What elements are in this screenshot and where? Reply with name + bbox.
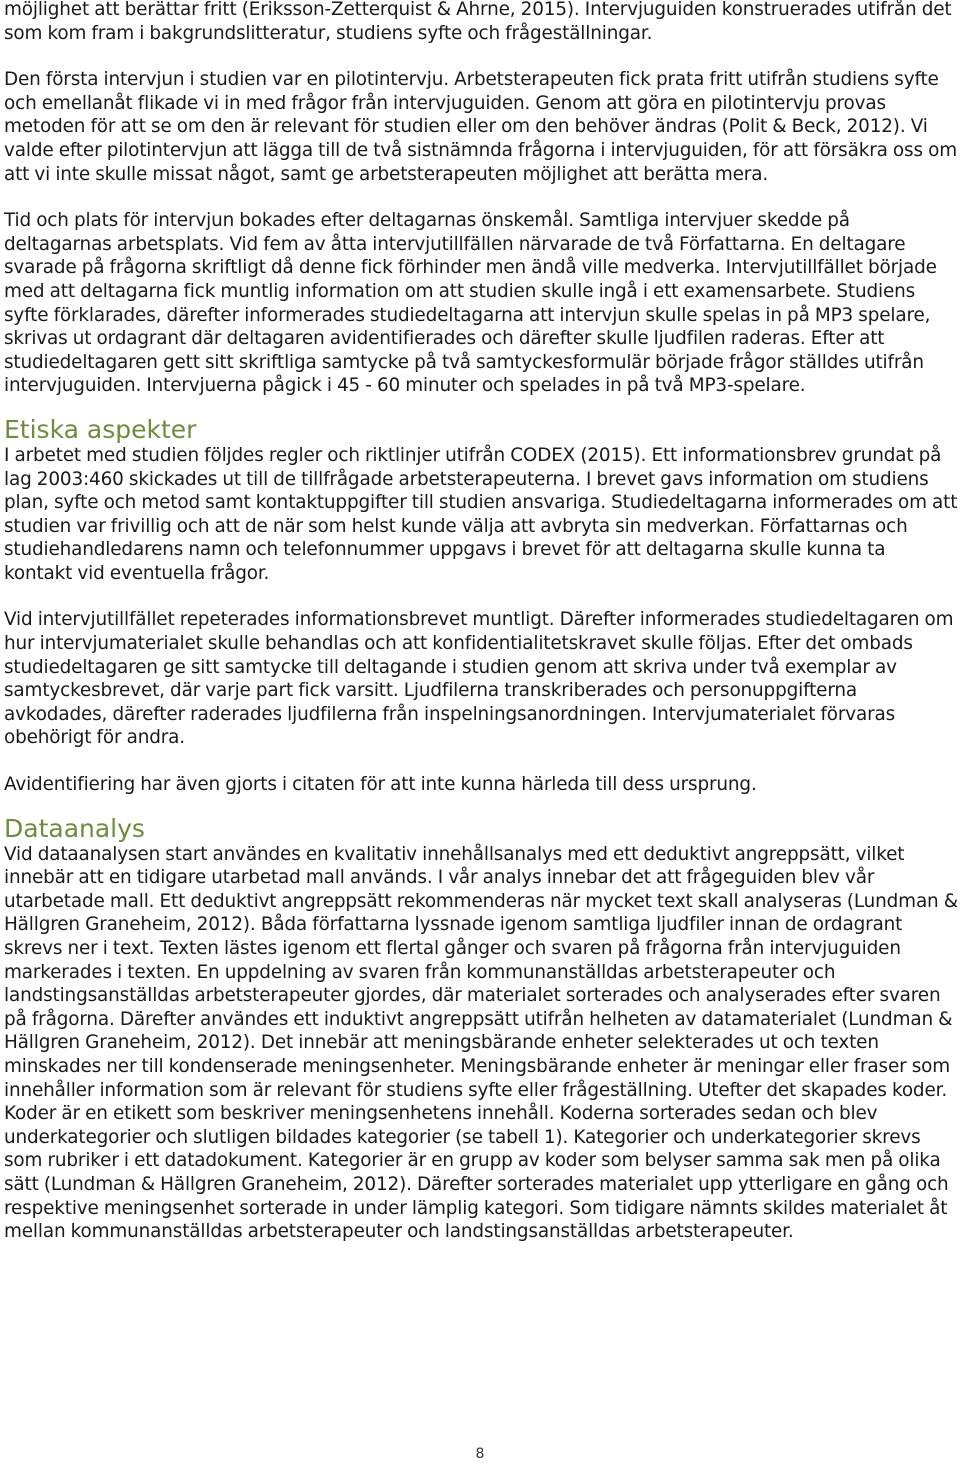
heading-dataanalys: Dataanalys bbox=[4, 813, 145, 843]
paragraph-data-analysis: Vid dataanalysen start användes en kvalitativ innehållsanalys med ett deduktivt angreppsätt, vilket innebär att en tidigare utarbetad mall används. I vår analys innebar det att frågeguiden blev vår utarbetade mall. Ett deduktivt angreppsätt rekommenderas när mycket text skall analyseras (Lundman & Hällgren Graneheim, 2012). Båda författarna lyssnade igenom samtliga ljudfiler innan de ordagrant skrevs ner i text. Texten lästes igenom ett flertal gånger och svaren på frågorna från intervjuguiden markerades i texten. En uppdelning av svaren från kommunanställdas arbetsterapeuter och landstingsanställdas arbetsterapeuter gjordes, där materialet sorterades och analyserades efter svaren på frågorna. Därefter användes ett induktivt angreppsätt utifrån helheten av datamaterialet (Lundman & Hällgren Graneheim, 2012). Det innebär att meningsbärande enheter selekterades ut och texten minskades ner till kondenserade meningsenheter. Meningsbärande enheter är meningar eller fraser som innehåller information som är relevant för studiens syfte eller frågeställning. Utefter det skapades koder. Koder är en etikett som beskriver meningsenhetens innehåll. Koderna sorterades sedan och blev underkategorier och slutligen bildades kategorier (se tabell 1). Kategorier och underkategorier skrevs som rubriker i ett datadokument. Kategorier är en grupp av koder som belyser samma sak men på olika sätt (Lundman & Hällgren Graneheim, 2012). Därefter sorterades materialet upp ytterligare en gång och respektive meningsenhet sorterade in under lämplig kategori. Som tidigare nämnts skildes materialet åt mellan kommunanställdas arbetsterapeuter och landstingsanställdas arbetsterapeuter. bbox=[4, 843, 958, 1243]
paragraph-pilot-interview: Den första intervjun i studien var en pilotintervju. Arbetsterapeuten fick prata fritt utifrån studiens syfte och emellanåt flikade vi in med frågor från intervjuguiden. Genom att göra en pilotintervju provas metoden för att se om den är relevant för studien eller om den behöver ändras (Polit & Beck, 2012). Vi valde efter pilotintervjun att lägga till de två sistnämnda frågorna i intervjuguiden, för att försäkra oss om att vi inte skulle missat något, samt ge arbetsterapeuten möjlighet att berätta mera. bbox=[4, 69, 957, 185]
paragraph-ethics-consent: Vid intervjutillfället repeterades informationsbrevet muntligt. Därefter informerades studiedeltagaren om hur intervjumaterialet skulle behandlas och att konfidentialitetskravet skulle följas. Efter det ombads studiedeltagaren ge sitt samtycke till deltagande i studien genom att skriva under två exemplar av samtyckesbrevet, där varje part fick varsitt. Ljudfilerna transkriberades och personuppgifterna avkodades, därefter raderades ljudfilerna från inspelningsanordningen. Intervjumaterialet förvaras obehörigt för andra. bbox=[4, 609, 954, 749]
paragraph-interview-guide: möjlighet att berättar fritt (Eriksson-Zetterquist & Ahrne, 2015). Intervjuguiden konstruerades utifrån det som kom fram i bakgrundslitteratur, studiens syfte och frågeställningar. bbox=[4, 0, 952, 44]
paragraph-anonymization: Avidentifiering har även gjorts i citaten för att inte kunna härleda till dess ursprung. bbox=[4, 774, 757, 796]
paragraph-interview-procedure: Tid och plats för intervjun bokades efter deltagarnas önskemål. Samtliga intervjuer skedde på deltagarnas arbetsplats. Vid fem av åtta intervjutillfällen närvarade de två Författarna. En deltagare svarade på frågorna skriftligt då denne fick förhinder men ändå ville medverka. Intervjutillfället började med att deltagarna fick muntlig information om att studien skulle ingå i ett examensarbete. Studiens syfte förklarades, därefter informerades studiedeltagarna att intervjun skulle spelas in på MP3 spelare, skrivas ut ordagrant där deltagaren avidentifierades och därefter skulle ljudfilen raderas. Efter att studiedeltagaren gett sitt skriftliga samtycke på två samtyckesformulär började frågor ställdes utifrån intervjuguiden. Intervjuerna pågick i 45 - 60 minuter och spelades in på två MP3-spelare. bbox=[4, 210, 937, 397]
heading-etiska-aspekter: Etiska aspekter bbox=[4, 414, 197, 444]
paragraph-ethics-codex: I arbetet med studien följdes regler och riktlinjer utifrån CODEX (2015). Ett informationsbrev grundat på lag 2003:460 skickades ut till de tillfrågade arbetsterapeuterna. I brevet gavs information om studiens plan, syfte och metod samt kontaktuppgifter till studien ansvariga. Studiedeltagarna informerades om att studien var frivillig och att de när som helst kunde välja att avbryta sin medverkan. Författarnas och studiehandledarens namn och telefonnummer uppgavs i brevet för att deltagarna skulle kunna ta kontakt vid eventuella frågor. bbox=[4, 444, 958, 584]
page-number: 8 bbox=[475, 1446, 485, 1462]
